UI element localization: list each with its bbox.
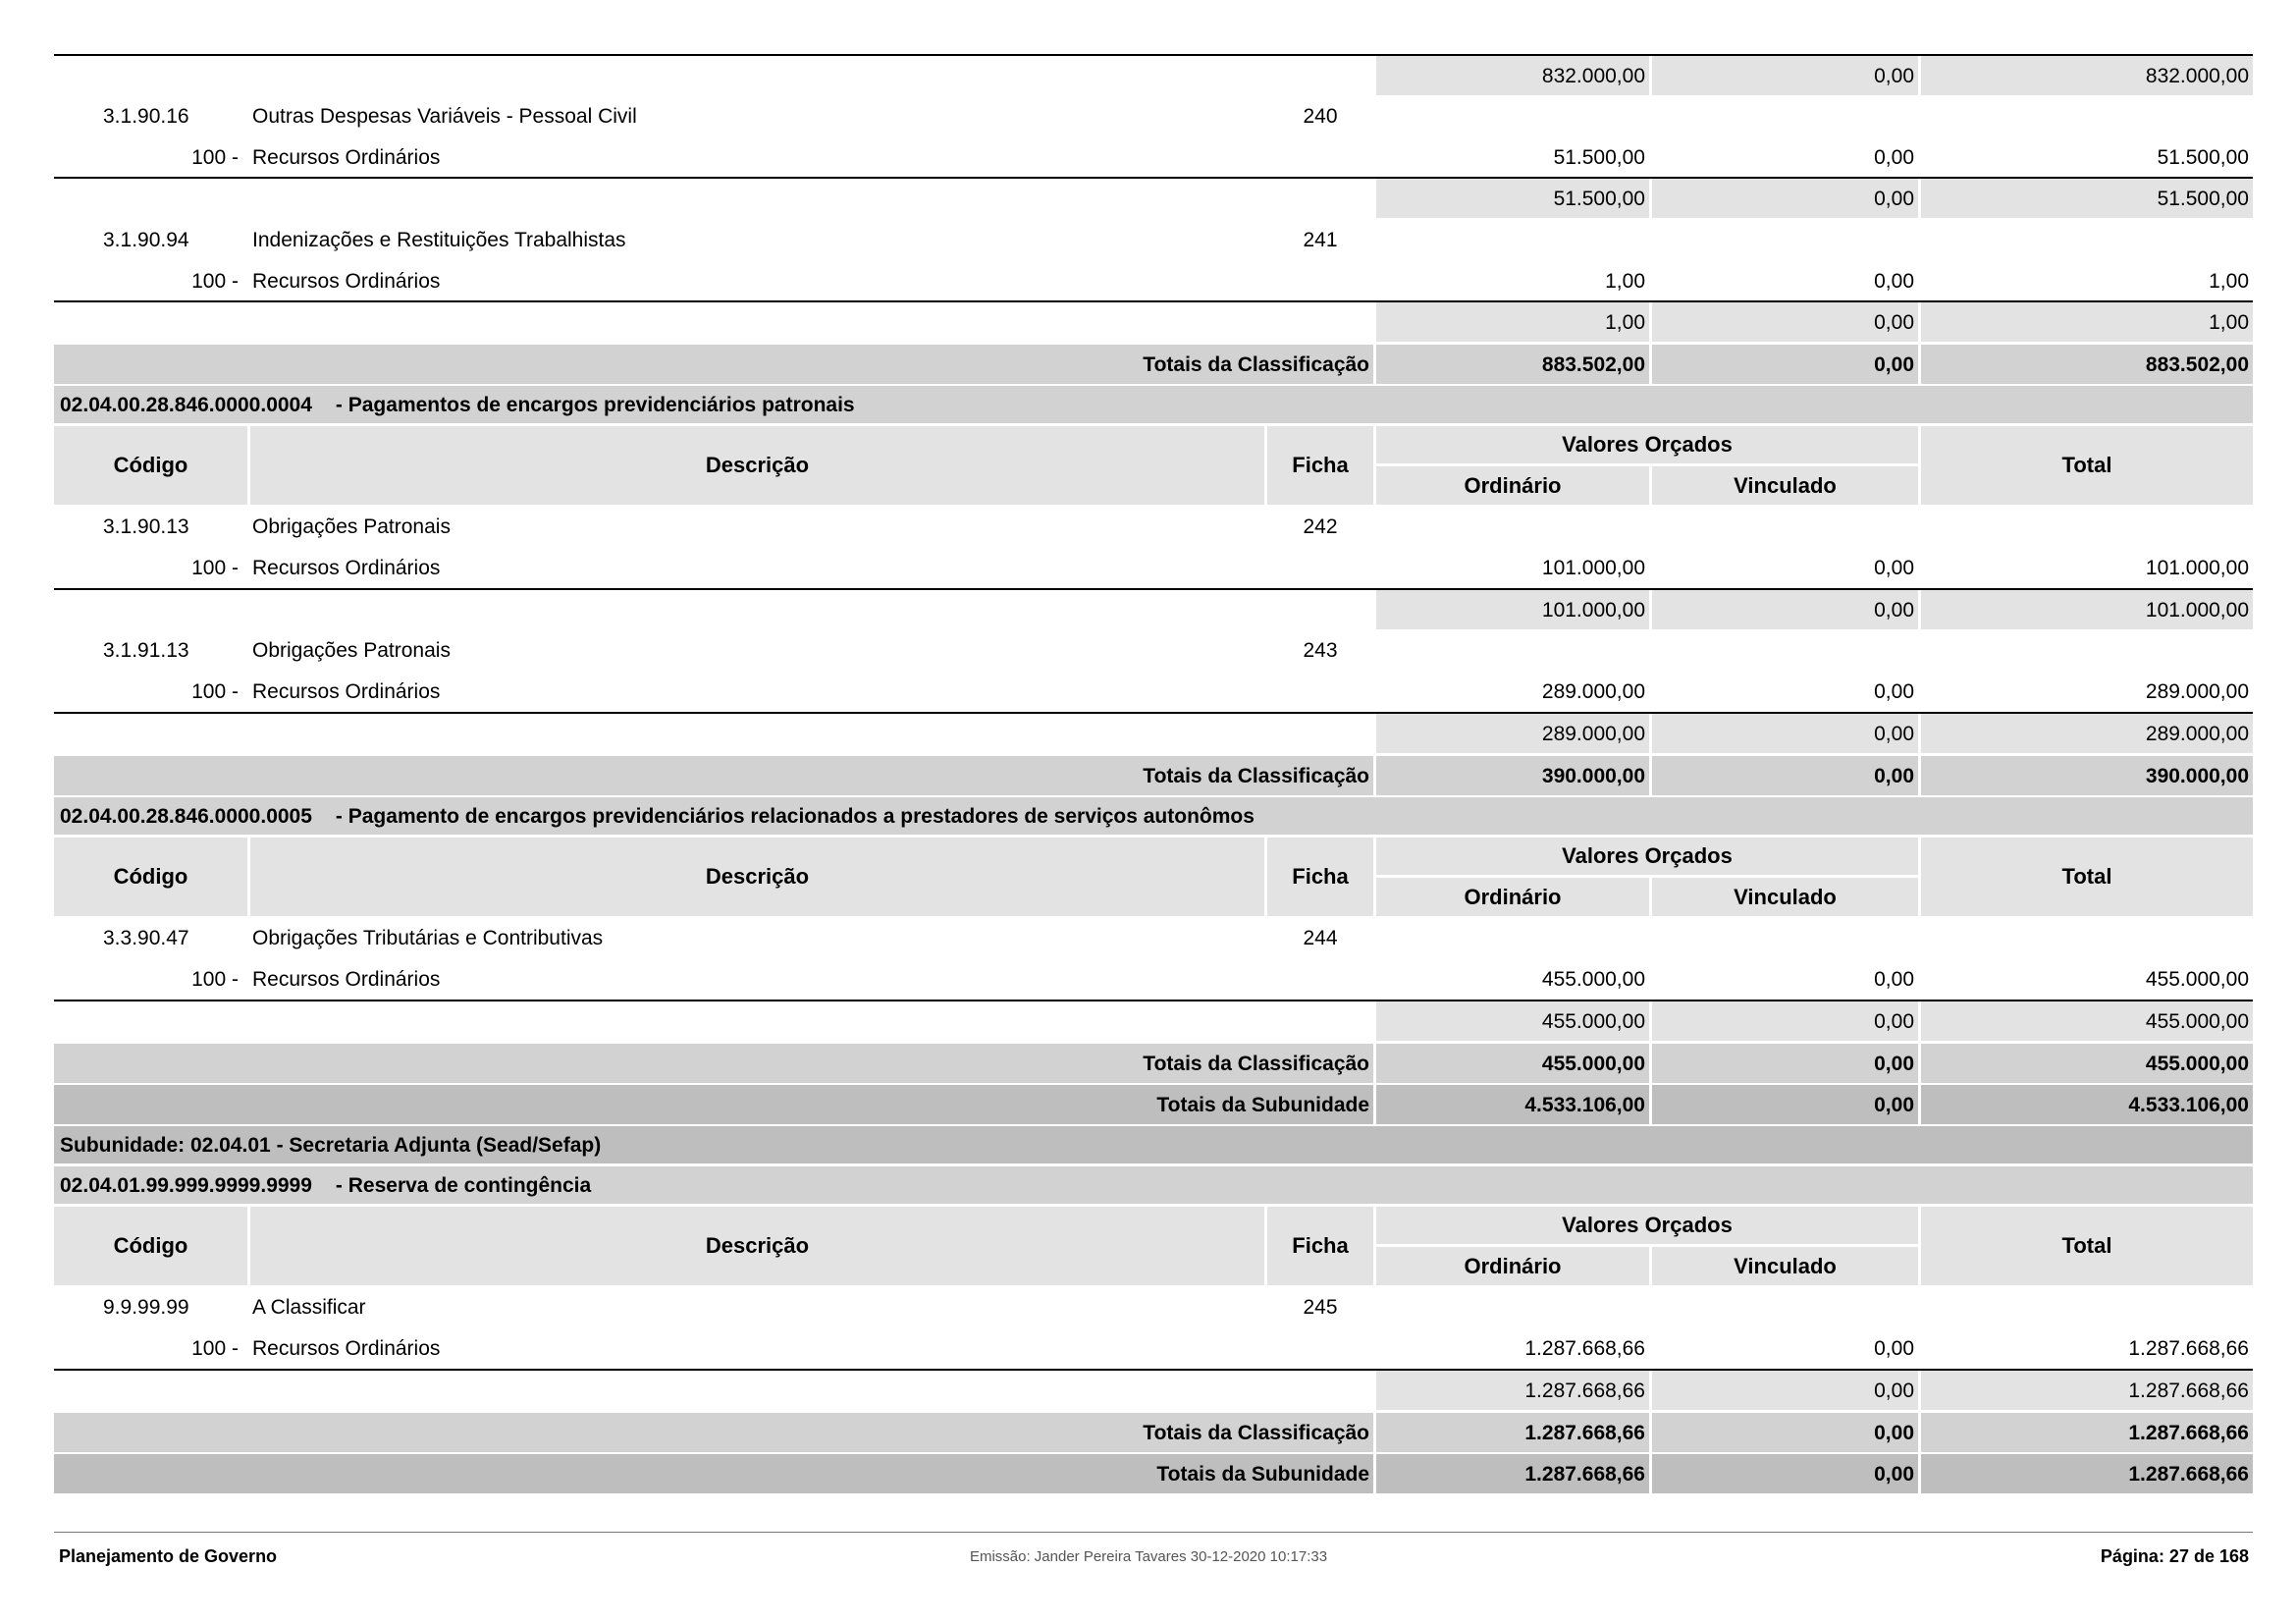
total-value: 1,00 <box>1921 302 2253 342</box>
vinculado-value: 0,00 <box>1874 967 1914 991</box>
total-value: 289.000,00 <box>1921 714 2253 753</box>
source-row <box>0 550 2296 585</box>
item-ficha: 242 <box>1303 514 1338 538</box>
source-code: 100 - <box>191 967 239 991</box>
ordinario-total: 390.000,00 <box>1376 756 1649 795</box>
header-total: Total <box>1921 838 2253 916</box>
header-descricao: Descrição <box>250 838 1264 916</box>
source-code: 100 - <box>191 1336 239 1360</box>
source-description: Recursos Ordinários <box>252 269 441 293</box>
vinculado-value: 0,00 <box>1874 556 1914 579</box>
ordinario-total: 883.502,00 <box>1376 345 1649 384</box>
header-ordinario: Ordinário <box>1376 466 1649 505</box>
subunit-label: Subunidade: 02.04.01 - Secretaria Adjunta (Sead/Sefap) <box>60 1133 602 1157</box>
page-footer <box>0 1542 2296 1571</box>
subunit-header <box>54 1126 2253 1163</box>
vinculado-value: 0,00 <box>1874 145 1914 169</box>
header-codigo: Código <box>54 838 247 916</box>
section-title: - Pagamentos de encargos previdenciários patronais <box>335 393 855 416</box>
ordinario-value: 1.287.668,66 <box>1376 1371 1649 1410</box>
header-total: Total <box>1921 1207 2253 1285</box>
ordinario-value: 101.000,00 <box>1541 556 1645 579</box>
totals-label: Totais da Classificação <box>54 1044 1373 1083</box>
footer-divider <box>54 1532 2253 1533</box>
total-value: 101.000,00 <box>1921 590 2253 629</box>
source-description: Recursos Ordinários <box>252 145 441 169</box>
header-valores-orcados: Valores Orçados <box>1376 426 1918 463</box>
source-row <box>0 961 2296 997</box>
item-ficha: 241 <box>1303 228 1338 251</box>
subunit-totals-row <box>0 1085 2296 1124</box>
source-description: Recursos Ordinários <box>252 679 441 703</box>
total-value: 455.000,00 <box>2145 967 2249 991</box>
footer-page-number: Página: 27 de 168 <box>2100 1545 2249 1566</box>
ordinario-value: 455.000,00 <box>1376 1001 1649 1041</box>
item-ficha: 244 <box>1303 926 1338 949</box>
classification-totals-row <box>0 756 2296 795</box>
item-row <box>0 222 2296 257</box>
footer-org: Planejamento de Governo <box>59 1545 278 1566</box>
item-ficha: 240 <box>1303 104 1338 128</box>
subtotal-row <box>0 590 2296 629</box>
vinculado-value: 0,00 <box>1874 269 1914 293</box>
item-description: A Classificar <box>252 1295 366 1319</box>
item-description: Obrigações Patronais <box>252 514 451 538</box>
vinculado-total: 0,00 <box>1652 345 1918 384</box>
vinculado-value: 0,00 <box>1874 679 1914 703</box>
total-value: 455.000,00 <box>1921 1001 2253 1041</box>
item-ficha: 243 <box>1303 638 1338 662</box>
header-vinculado: Vinculado <box>1652 1247 1918 1285</box>
vinculado-total: 0,00 <box>1652 1454 1918 1493</box>
header-valores-orcados: Valores Orçados <box>1376 1207 1918 1244</box>
section-code: 02.04.01.99.999.9999.9999 <box>60 1173 312 1197</box>
totals-label: Totais da Classificação <box>54 756 1373 795</box>
header-total: Total <box>1921 426 2253 505</box>
total-value: 832.000,00 <box>1921 56 2253 95</box>
source-row <box>0 674 2296 709</box>
vinculado-value: 0,00 <box>1874 1336 1914 1360</box>
vinculado-value: 0,00 <box>1652 590 1918 629</box>
total-total: 390.000,00 <box>1921 756 2253 795</box>
table-header <box>0 1207 2296 1285</box>
source-row <box>0 139 2296 175</box>
subunit-totals-label: Totais da Subunidade <box>54 1454 1373 1493</box>
vinculado-total: 0,00 <box>1652 1044 1918 1083</box>
item-code: 3.3.90.47 <box>103 926 189 949</box>
total-total: 1.287.668,66 <box>1921 1454 2253 1493</box>
ordinario-value: 51.500,00 <box>1553 145 1645 169</box>
header-ficha: Ficha <box>1267 426 1373 505</box>
item-code: 9.9.99.99 <box>103 1295 189 1319</box>
header-vinculado: Vinculado <box>1652 466 1918 505</box>
subtotal-row <box>0 1001 2296 1041</box>
header-descricao: Descrição <box>250 1207 1264 1285</box>
section-header <box>54 386 2253 423</box>
totals-label: Totais da Classificação <box>54 1413 1373 1452</box>
total-value: 1.287.668,66 <box>1921 1371 2253 1410</box>
ordinario-value: 1.287.668,66 <box>1524 1336 1645 1360</box>
total-total: 455.000,00 <box>1921 1044 2253 1083</box>
total-value: 289.000,00 <box>2145 679 2249 703</box>
item-row <box>0 632 2296 668</box>
section-title: - Pagamento de encargos previdenciários relacionados a prestadores de serviços autonômos <box>335 804 1255 828</box>
item-code: 3.1.90.16 <box>103 104 189 128</box>
subunit-totals-label: Totais da Subunidade <box>54 1085 1373 1124</box>
header-ficha: Ficha <box>1267 838 1373 916</box>
item-code: 3.1.90.94 <box>103 228 189 251</box>
item-row <box>0 98 2296 134</box>
ordinario-total: 4.533.106,00 <box>1376 1085 1649 1124</box>
item-description: Obrigações Patronais <box>252 638 451 662</box>
section-code: 02.04.00.28.846.0000.0004 <box>60 393 312 416</box>
total-value: 1,00 <box>2209 269 2249 293</box>
subunit-totals-row <box>0 1454 2296 1493</box>
source-code: 100 - <box>191 269 239 293</box>
section-title: - Reserva de contingência <box>335 1173 592 1197</box>
item-row <box>0 509 2296 544</box>
section-code: 02.04.00.28.846.0000.0005 <box>60 804 312 828</box>
item-code: 3.1.91.13 <box>103 638 189 662</box>
source-row <box>0 1330 2296 1366</box>
ordinario-value: 455.000,00 <box>1541 967 1645 991</box>
ordinario-value: 1,00 <box>1605 269 1645 293</box>
header-ordinario: Ordinário <box>1376 1247 1649 1285</box>
ordinario-value: 101.000,00 <box>1376 590 1649 629</box>
ordinario-total: 1.287.668,66 <box>1376 1454 1649 1493</box>
vinculado-total: 0,00 <box>1652 756 1918 795</box>
vinculado-total: 0,00 <box>1652 1085 1918 1124</box>
item-ficha: 245 <box>1303 1295 1338 1319</box>
header-descricao: Descrição <box>250 426 1264 505</box>
vinculado-value: 0,00 <box>1652 1001 1918 1041</box>
table-header <box>0 426 2296 505</box>
section-header <box>54 797 2253 835</box>
item-description: Outras Despesas Variáveis - Pessoal Civil <box>252 104 637 128</box>
header-valores-orcados: Valores Orçados <box>1376 838 1918 875</box>
ordinario-value: 289.000,00 <box>1376 714 1649 753</box>
item-description: Indenizações e Restituições Trabalhistas <box>252 228 626 251</box>
source-code: 100 - <box>191 556 239 579</box>
source-description: Recursos Ordinários <box>252 556 441 579</box>
vinculado-value: 0,00 <box>1652 1371 1918 1410</box>
total-value: 1.287.668,66 <box>2128 1336 2249 1360</box>
header-vinculado: Vinculado <box>1652 878 1918 916</box>
total-value: 101.000,00 <box>2145 556 2249 579</box>
subtotal-row <box>0 714 2296 753</box>
total-total: 1.287.668,66 <box>1921 1413 2253 1452</box>
table-header <box>0 838 2296 916</box>
total-value: 51.500,00 <box>2157 145 2249 169</box>
total-total: 4.533.106,00 <box>1921 1085 2253 1124</box>
ordinario-value: 832.000,00 <box>1376 56 1649 95</box>
source-description: Recursos Ordinários <box>252 1336 441 1360</box>
subtotal-row <box>0 56 2296 95</box>
header-ordinario: Ordinário <box>1376 878 1649 916</box>
source-row <box>0 263 2296 298</box>
vinculado-total: 0,00 <box>1652 1413 1918 1452</box>
header-codigo: Código <box>54 1207 247 1285</box>
ordinario-total: 1.287.668,66 <box>1376 1413 1649 1452</box>
ordinario-value: 51.500,00 <box>1376 179 1649 218</box>
vinculado-value: 0,00 <box>1652 302 1918 342</box>
vinculado-value: 0,00 <box>1652 56 1918 95</box>
ordinario-value: 1,00 <box>1376 302 1649 342</box>
subtotal-row <box>0 1371 2296 1410</box>
item-code: 3.1.90.13 <box>103 514 189 538</box>
source-code: 100 - <box>191 679 239 703</box>
ordinario-total: 455.000,00 <box>1376 1044 1649 1083</box>
subtotal-row <box>0 302 2296 342</box>
classification-totals-row <box>0 345 2296 384</box>
classification-totals-row <box>0 1413 2296 1452</box>
item-row <box>0 1289 2296 1325</box>
total-total: 883.502,00 <box>1921 345 2253 384</box>
classification-totals-row <box>0 1044 2296 1083</box>
vinculado-value: 0,00 <box>1652 714 1918 753</box>
source-description: Recursos Ordinários <box>252 967 441 991</box>
footer-emission: Emissão: Jander Pereira Tavares 30-12-2020 10:17:33 <box>969 1547 1328 1565</box>
section-header <box>54 1166 2253 1204</box>
header-ficha: Ficha <box>1267 1207 1373 1285</box>
source-code: 100 - <box>191 145 239 169</box>
ordinario-value: 289.000,00 <box>1541 679 1645 703</box>
vinculado-value: 0,00 <box>1652 179 1918 218</box>
header-codigo: Código <box>54 426 247 505</box>
total-value: 51.500,00 <box>1921 179 2253 218</box>
item-row <box>0 920 2296 955</box>
item-description: Obrigações Tributárias e Contributivas <box>252 926 604 949</box>
subtotal-row <box>0 179 2296 218</box>
totals-label: Totais da Classificação <box>54 345 1373 384</box>
